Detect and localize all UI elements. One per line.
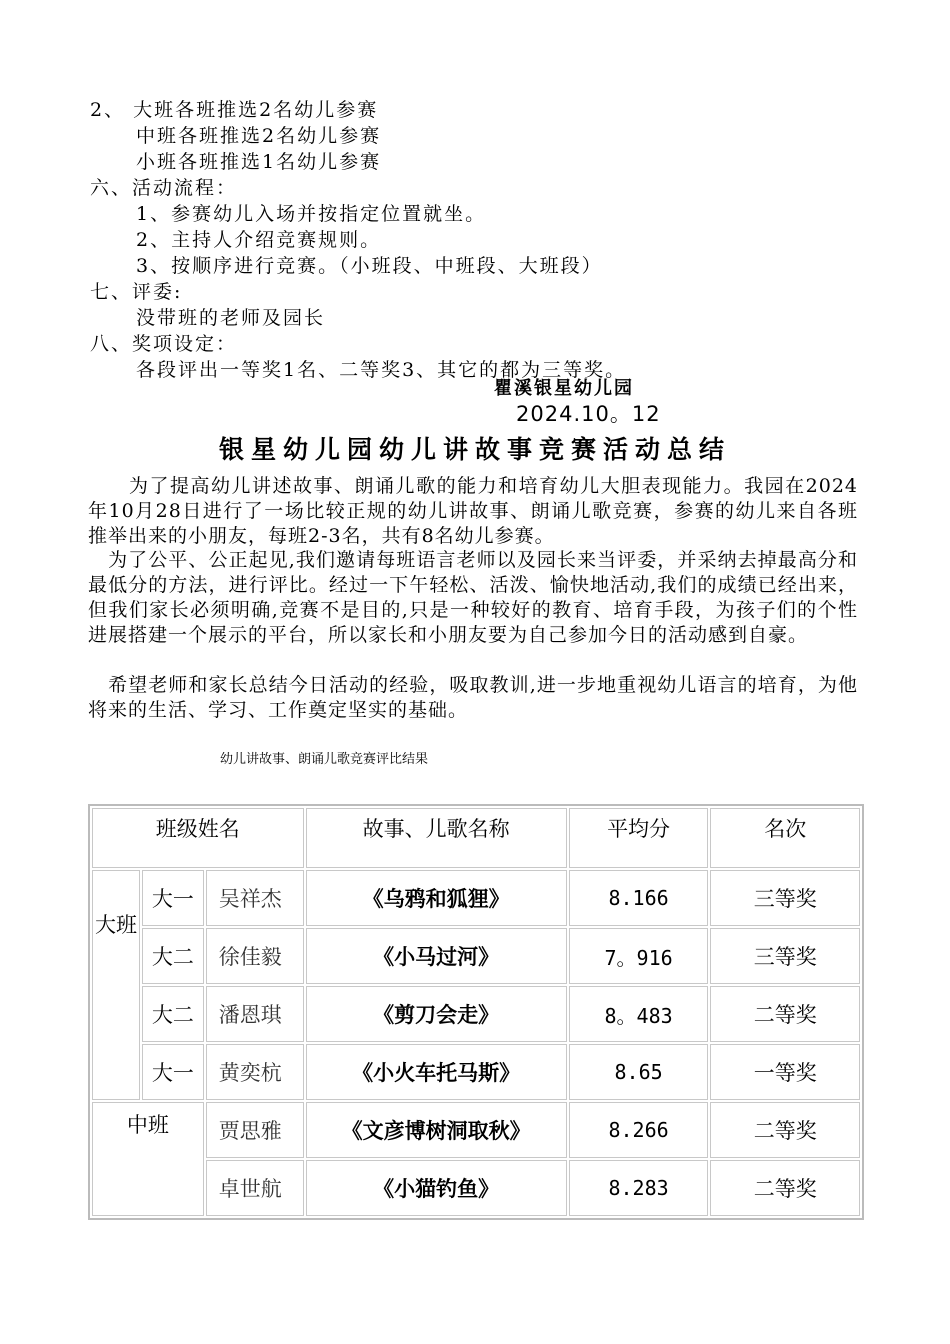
rank-cell: 二等奖	[710, 1102, 860, 1158]
name-cell: 贾思雅	[206, 1102, 304, 1158]
title-cell: 《剪刀会走》	[306, 986, 567, 1042]
table-row	[92, 870, 860, 926]
table-row	[92, 1102, 860, 1158]
title-cell: 《小火车托马斯》	[306, 1044, 567, 1100]
signature-org: 瞿溪银星幼儿园	[494, 378, 634, 399]
table-caption: 幼儿讲故事、朗诵儿歌竞赛评比结果	[220, 752, 429, 767]
section-heading: 八、奖项设定：	[90, 333, 238, 355]
score-cell: 7。916	[569, 928, 709, 984]
name-cell: 卓世航	[206, 1160, 304, 1216]
name-cell: 吴祥杰	[206, 870, 304, 926]
list-line: 1、参赛幼儿入场并按指定位置就坐。	[136, 203, 487, 225]
header-rank: 名次	[710, 808, 860, 868]
table-row	[92, 1160, 860, 1216]
table-row	[92, 1044, 860, 1100]
score-cell: 8.283	[569, 1160, 709, 1216]
class-cell: 大二	[142, 986, 204, 1042]
score-cell: 8.65	[569, 1044, 709, 1100]
summary-paragraph: 为了公平、公正起见,我们邀请每班语言老师以及园长来当评委，并采纳去掉最高分和最低分的方法，进行评比。经过一下午轻松、活泼、愉快地活动,我们的成绩已经出来，但我们家长必须明确,竞赛不是目的,只是一种较好的教育、培育手段，为孩子们的个性进展搭建一个展示的平台，所以家长和小朋友要为自己参加今日的活动感到自豪。	[88, 549, 858, 646]
list-line: 各段评出一等奖1名、二等奖3、其它的都为三等奖。	[136, 359, 627, 381]
name-cell: 黄奕杭	[206, 1044, 304, 1100]
table-row	[92, 928, 860, 984]
rank-cell: 二等奖	[710, 1160, 860, 1216]
list-line: 3、按顺序进行竞赛。（小班段、中班段、大班段）	[136, 255, 603, 277]
name-cell: 徐佳毅	[206, 928, 304, 984]
class-cell: 大一	[142, 1044, 204, 1100]
table-row	[92, 986, 860, 1042]
group-middle: 中班	[92, 1102, 204, 1216]
section-heading: 七、评委:	[90, 281, 183, 303]
score-cell: 8.166	[569, 870, 709, 926]
rank-cell: 三等奖	[710, 870, 860, 926]
header-class-name: 班级姓名	[92, 808, 304, 868]
summary-paragraph: 希望老师和家长总结今日活动的经验，吸取教训,进一步地重视幼儿语言的培育，为他将来的生活、学习、工作奠定坚实的基础。	[88, 674, 858, 721]
list-line: 小班各班推选1名幼儿参赛	[136, 151, 382, 173]
class-cell: 大二	[142, 928, 204, 984]
score-cell: 8。483	[569, 986, 709, 1042]
results-table	[88, 804, 864, 1220]
title-cell: 《小马过河》	[306, 928, 567, 984]
header-score: 平均分	[569, 808, 709, 868]
rank-cell: 三等奖	[710, 928, 860, 984]
table-header-row	[92, 808, 860, 868]
document-title: 银星幼儿园幼儿讲故事竞赛活动总结	[218, 435, 731, 464]
section-heading: 六、活动流程：	[90, 177, 238, 199]
header-title: 故事、儿歌名称	[306, 808, 567, 868]
signature-date: 2024.10。12	[516, 402, 661, 426]
rank-cell: 二等奖	[710, 986, 860, 1042]
title-cell: 《乌鸦和狐狸》	[306, 870, 567, 926]
list-line: 2、 大班各班推选2名幼儿参赛	[90, 99, 379, 121]
group-big: 大班	[92, 870, 140, 1100]
list-line: 没带班的老师及园长	[136, 307, 326, 329]
rank-cell: 一等奖	[710, 1044, 860, 1100]
list-line: 2、主持人介绍竞赛规则。	[136, 229, 382, 251]
list-line: 中班各班推选2名幼儿参赛	[136, 125, 382, 147]
score-cell: 8.266	[569, 1102, 709, 1158]
class-cell: 大一	[142, 870, 204, 926]
title-cell: 《小猫钓鱼》	[306, 1160, 567, 1216]
name-cell: 潘恩琪	[206, 986, 304, 1042]
summary-paragraph: 为了提高幼儿讲述故事、朗诵儿歌的能力和培育幼儿大胆表现能力。我园在2024年10月28日进行了一场比较正规的幼儿讲故事、朗诵儿歌竞赛，参赛的幼儿来自各班推举出来的小朋友，每班2-3名，共有8名幼儿参赛。	[88, 475, 858, 547]
title-cell: 《文彦博树洞取秋》	[306, 1102, 567, 1158]
